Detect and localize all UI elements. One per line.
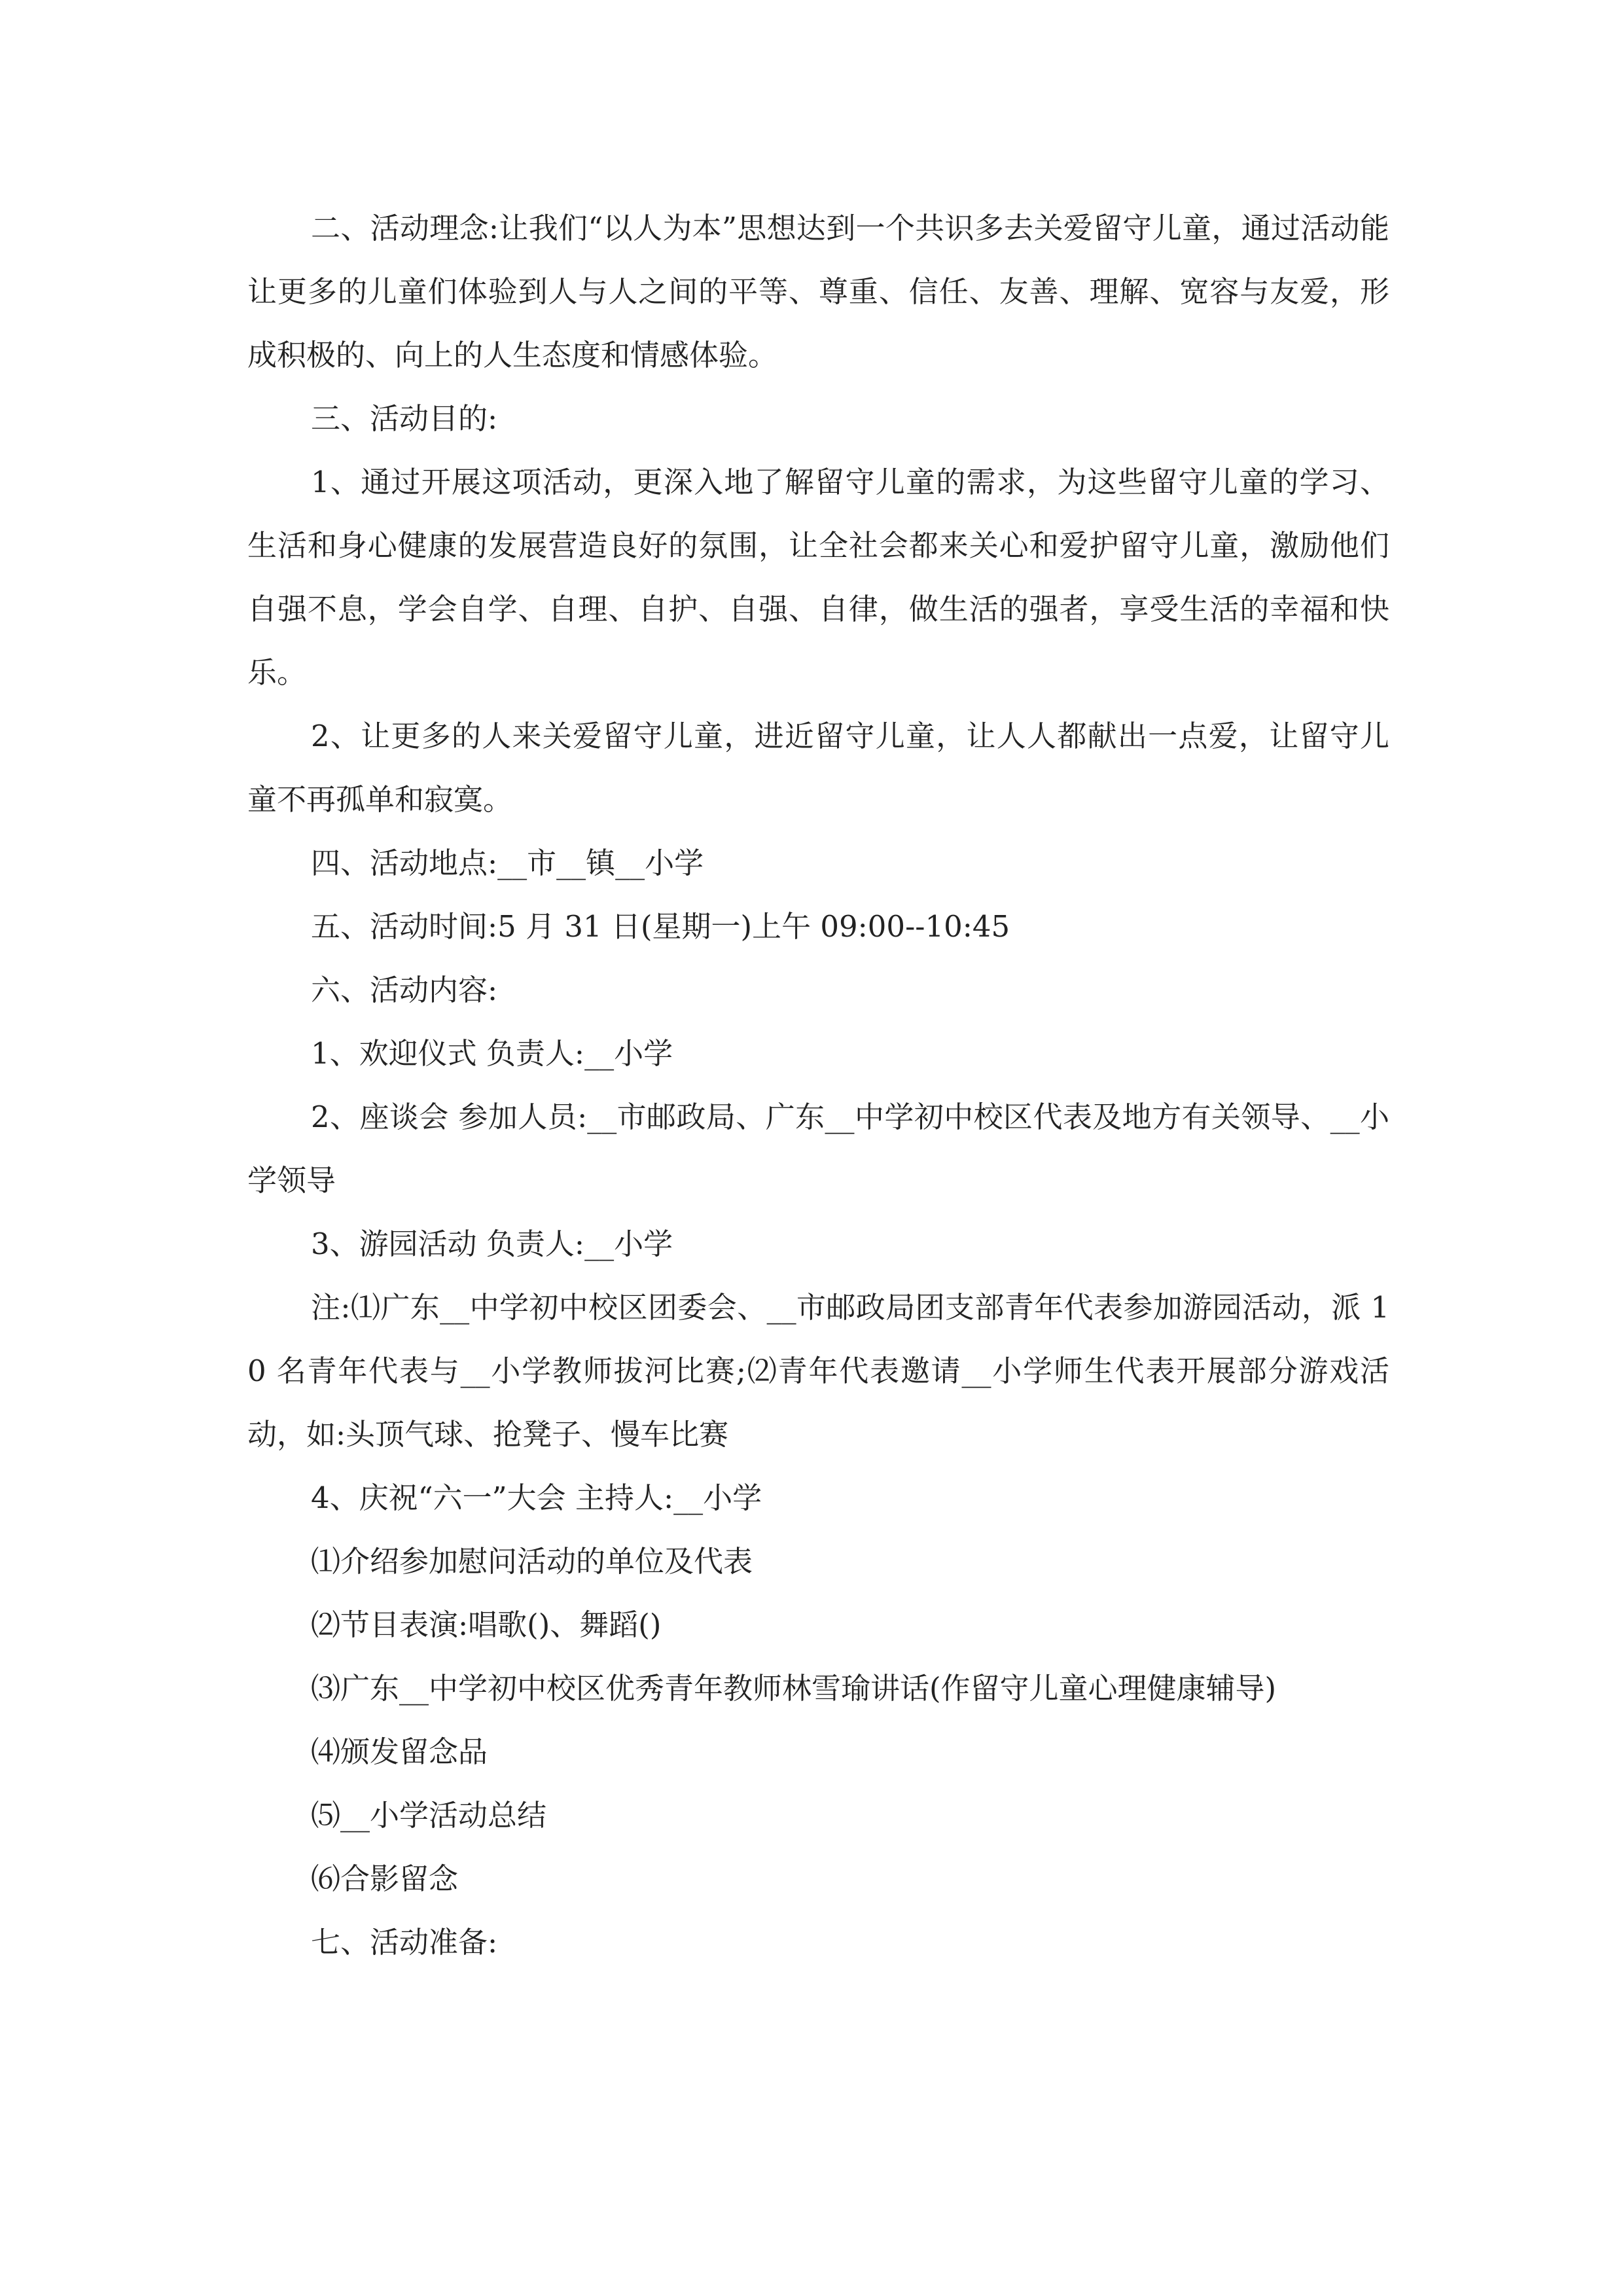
list-item-summary: ⑸__小学活动总结 <box>311 1798 547 1833</box>
paragraph-purpose-2: 2、让更多的人来关爱留守儿童，进近留守儿童，让人人都献出一点爱，让留守儿童不再孤单和寂寞。 <box>247 719 1389 817</box>
paragraph-activity-location: 四、活动地点:__市__镇__小学 <box>311 846 704 880</box>
paragraph-note: 注:⑴广东__中学初中校区团委会、__市邮政局团支部青年代表参加游园活动，派 10 名青年代表与__小学教师拔河比赛;⑵青年代表邀请__小学师生代表开展部分游戏活动，如:头顶气球、抢凳子、慢车比赛 <box>247 1290 1389 1452</box>
paragraph-symposium: 2、座谈会 参加人员:__市邮政局、广东__中学初中校区代表及地方有关领导、__小学领导 <box>247 1100 1389 1198</box>
paragraph-welcome-ceremony: 1、欢迎仪式 负责人:__小学 <box>311 1036 673 1071</box>
paragraph-purpose-1: 1、通过开展这项活动，更深入地了解留守儿童的需求，为这些留守儿童的学习、生活和身心健康的发展营造良好的氛围，让全社会都来关心和爱护留守儿童，激励他们自强不息，学会自学、自理、自护、自强、自律，做生活的强者，享受生活的幸福和快乐。 <box>247 465 1389 690</box>
heading-activity-purpose: 三、活动目的: <box>311 401 498 436</box>
heading-activity-content: 六、活动内容: <box>311 973 498 1007</box>
list-item-performance: ⑵节目表演:唱歌()、舞蹈() <box>311 1607 662 1642</box>
paragraph-garden-activity: 3、游园活动 负责人:__小学 <box>311 1227 673 1261</box>
paragraph-activity-concept: 二、活动理念:让我们“以人为本”思想达到一个共识多去关爱留守儿童，通过活动能让更多的儿童们体验到人与人之间的平等、尊重、信任、友善、理解、宽容与友爱，形成积极的、向上的人生态度和情感体验。 <box>247 211 1389 372</box>
list-item-group-photo: ⑹合影留念 <box>311 1861 459 1896</box>
paragraph-celebration-meeting: 4、庆祝“六一”大会 主持人:__小学 <box>311 1480 762 1515</box>
document-body <box>247 196 1389 1974</box>
list-item-souvenirs: ⑷颁发留念品 <box>311 1734 488 1769</box>
paragraph-activity-time: 五、活动时间:5 月 31 日(星期一)上午 09:00--10:45 <box>311 909 1010 944</box>
list-item-introduce-units: ⑴介绍参加慰问活动的单位及代表 <box>311 1544 753 1579</box>
heading-activity-preparation: 七、活动准备: <box>311 1925 498 1960</box>
list-item-teacher-speech: ⑶广东__中学初中校区优秀青年教师林雪瑜讲话(作留守儿童心理健康辅导) <box>311 1671 1277 1706</box>
